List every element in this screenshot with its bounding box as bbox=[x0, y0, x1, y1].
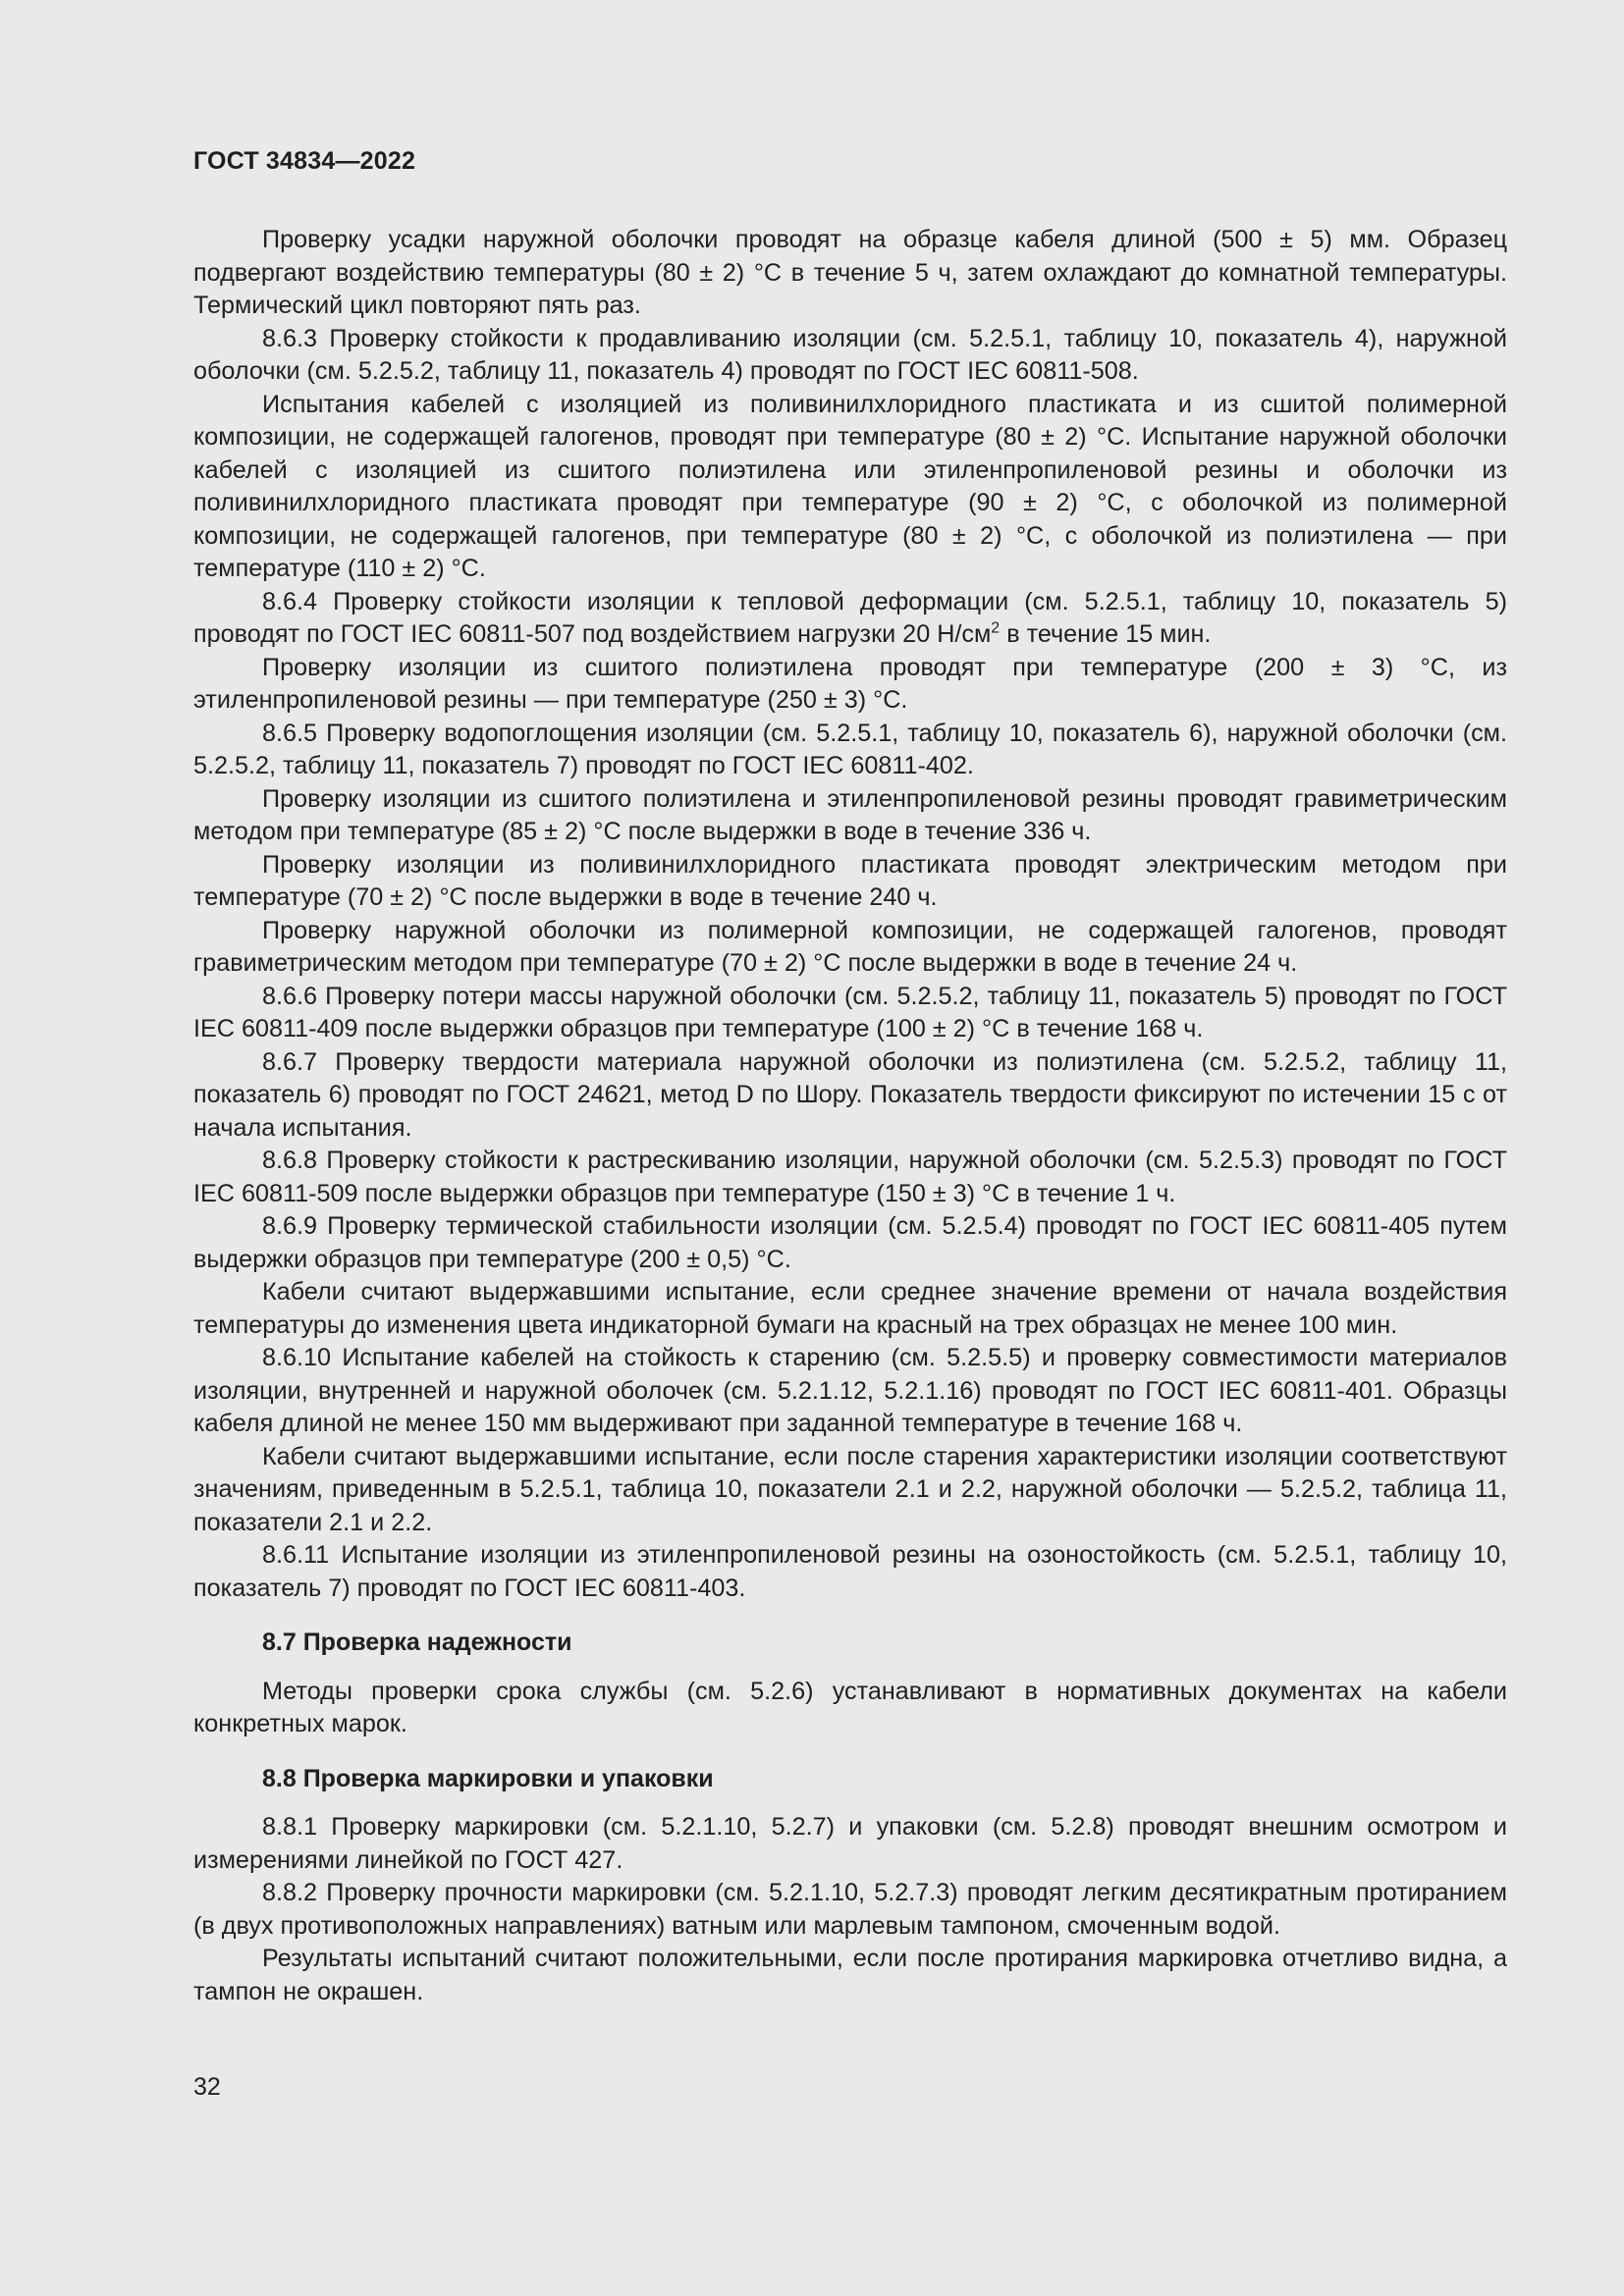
section-heading-8-7: 8.7 Проверка надежности bbox=[262, 1629, 572, 1656]
superscript: 2 bbox=[991, 619, 1001, 637]
paragraph-8-6-9: 8.6.9 Проверку термической стабильности изоляции (см. 5.2.5.4) проводят по ГОСТ IEC 60811-405 путем выдержки образцов при температуре (200 ± 0,5) °С. bbox=[193, 1212, 1507, 1273]
paragraph-8-8-2: 8.8.2 Проверку прочности маркировки (см. 5.2.1.10, 5.2.7.3) проводят легким десятикратным протиранием (в двух противоположных направлениях) ватным или марлевым тампоном, смоченным водой. bbox=[193, 1879, 1507, 1940]
paragraph-8-6-5-xlpe: Проверку изоляции из сшитого полиэтилена и этиленпропиленовой резины проводят гравиметрическим методом при температуре (85 ± 2) °С после выдержки в воде в течение 336 ч. bbox=[193, 784, 1507, 845]
paragraph-8-8-2-criteria: Результаты испытаний считают положительными, если после протирания маркировка отчетливо видна, а тампон не окрашен. bbox=[193, 1945, 1507, 2005]
paragraph-8-6-4-tail: в течение 15 мин. bbox=[1000, 620, 1212, 648]
paragraph-8-6-5-pvc: Проверку изоляции из поливинилхлоридного пластиката проводят электрическим методом при температуре (70 ± 2) °С после выдержки в воде в течение 240 ч. bbox=[193, 850, 1507, 911]
paragraph-8-8-1: 8.8.1 Проверку маркировки (см. 5.2.1.10, 5.2.7) и упаковки (см. 5.2.8) проводят внешним осмотром и измерениями линейкой по ГОСТ 427. bbox=[193, 1813, 1507, 1874]
paragraph-8-6-10: 8.6.10 Испытание кабелей на стойкость к старению (см. 5.2.5.5) и проверку совместимости материалов изоляции, внутренней и наружной оболочек (см. 5.2.1.12, 5.2.1.16) проводят по ГОСТ IEC 60811-401. Образцы кабеля длиной не менее 150 мм выдерживают при заданной температуре в течение 168 ч. bbox=[193, 1344, 1507, 1437]
paragraph-8-6-7: 8.6.7 Проверку твердости материала наружной оболочки из полиэтилена (см. 5.2.5.2, таблицу 11, показатель 6) проводят по ГОСТ 24621, метод D по Шору. Показатель твердости фиксируют по истечении 15 с от начала испытания. bbox=[193, 1047, 1507, 1142]
paragraph-8-6-8: 8.6.8 Проверку стойкости к растрескиванию изоляции, наружной оболочки (см. 5.2.5.3) проводят по ГОСТ IEC 60811-509 после выдержки образцов при температуре (150 ± 3) °С в течение 1 ч. bbox=[193, 1147, 1507, 1207]
page-number: 32 bbox=[193, 2073, 221, 2101]
paragraph-8-6-5: 8.6.5 Проверку водопоглощения изоляции (см. 5.2.5.1, таблицу 10, показатель 6), наружной оболочки (см. 5.2.5.2, таблицу 11, показатель 7) проводят по ГОСТ IEC 60811-402. bbox=[193, 719, 1507, 779]
paragraph-shrinkage: Проверку усадки наружной оболочки проводят на образце кабеля длиной (500 ± 5) мм. Образец подвергают воздействию температуры (80 ± 2) °С в течение 5 ч, затем охлаждают до комнатной температуры. Термический цикл повторяют пять раз. bbox=[193, 226, 1507, 319]
document-header: ГОСТ 34834—2022 bbox=[193, 147, 416, 175]
paragraph-8-7: Методы проверки срока службы (см. 5.2.6) устанавливают в нормативных документах на кабели конкретных марок. bbox=[193, 1677, 1507, 1737]
paragraph-8-6-4 bbox=[193, 586, 1507, 652]
paragraph-8-6-5-sheath: Проверку наружной оболочки из полимерной композиции, не содержащей галогенов, проводят гравиметрическим методом при температуре (70 ± 2) °С после выдержки в воде в течение 24 ч. bbox=[193, 916, 1507, 977]
paragraph-8-6-6: 8.6.6 Проверку потери массы наружной оболочки (см. 5.2.5.2, таблицу 11, показатель 5) проводят по ГОСТ IEC 60811-409 после выдержки образцов при температуре (100 ± 2) °С в течение 168 ч. bbox=[193, 982, 1507, 1042]
paragraph-8-6-3: 8.6.3 Проверку стойкости к продавливанию изоляции (см. 5.2.5.1, таблицу 10, показатель 4), наружной оболочки (см. 5.2.5.2, таблицу 11, показатель 4) проводят по ГОСТ IEC 60811-508. bbox=[193, 324, 1507, 385]
paragraph-8-6-4-text: 8.6.4 Проверку стойкости изоляции к тепловой деформации (см. 5.2.5.1, таблицу 10, показатель 5) проводят по ГОСТ IEC 60811-507 под воздействием нагрузки 20 Н/см bbox=[193, 587, 1507, 648]
paragraph-8-6-4-temperatures: Проверку изоляции из сшитого полиэтилена проводят при температуре (200 ± 3) °С, из этиленпропиленовой резины — при температуре (250 ± 3) °С. bbox=[193, 653, 1507, 714]
paragraph-8-6-11: 8.6.11 Испытание изоляции из этиленпропиленовой резины на озоностойкость (см. 5.2.5.1, таблицу 10, показатель 7) проводят по ГОСТ IEC 60811-403. bbox=[193, 1541, 1507, 1602]
paragraph-8-6-3-temperatures: Испытания кабелей с изоляцией из поливинилхлоридного пластиката и из сшитой полимерной композиции, не содержащей галогенов, проводят при температуре (80 ± 2) °С. Испытание наружной оболочки кабелей с изоляцией из сшитого полиэтилена или этиленпропиленовой резины и оболочки из поливинилхлоридного пластиката проводят при температуре (90 ± 2) °С, с оболочкой из полимерной композиции, не содержащей галогенов, при температуре (80 ± 2) °С, с оболочкой из полиэтилена — при температуре (110 ± 2) °С. bbox=[193, 390, 1507, 582]
paragraph-8-6-9-criteria: Кабели считают выдержавшими испытание, если среднее значение времени от начала воздействия температуры до изменения цвета индикаторной бумаги на красный на трех образцах не менее 100 мин. bbox=[193, 1278, 1507, 1339]
document-body bbox=[193, 224, 1507, 2008]
section-heading-8-8: 8.8 Проверка маркировки и упаковки bbox=[262, 1764, 714, 1792]
paragraph-8-6-10-criteria: Кабели считают выдержавшими испытание, если после старения характеристики изоляции соответствуют значениям, приведенным в 5.2.5.1, таблица 10, показатели 2.1 и 2.2, наружной оболочки — 5.2.5.2, таблица 11, показатели 2.1 и 2.2. bbox=[193, 1442, 1507, 1536]
